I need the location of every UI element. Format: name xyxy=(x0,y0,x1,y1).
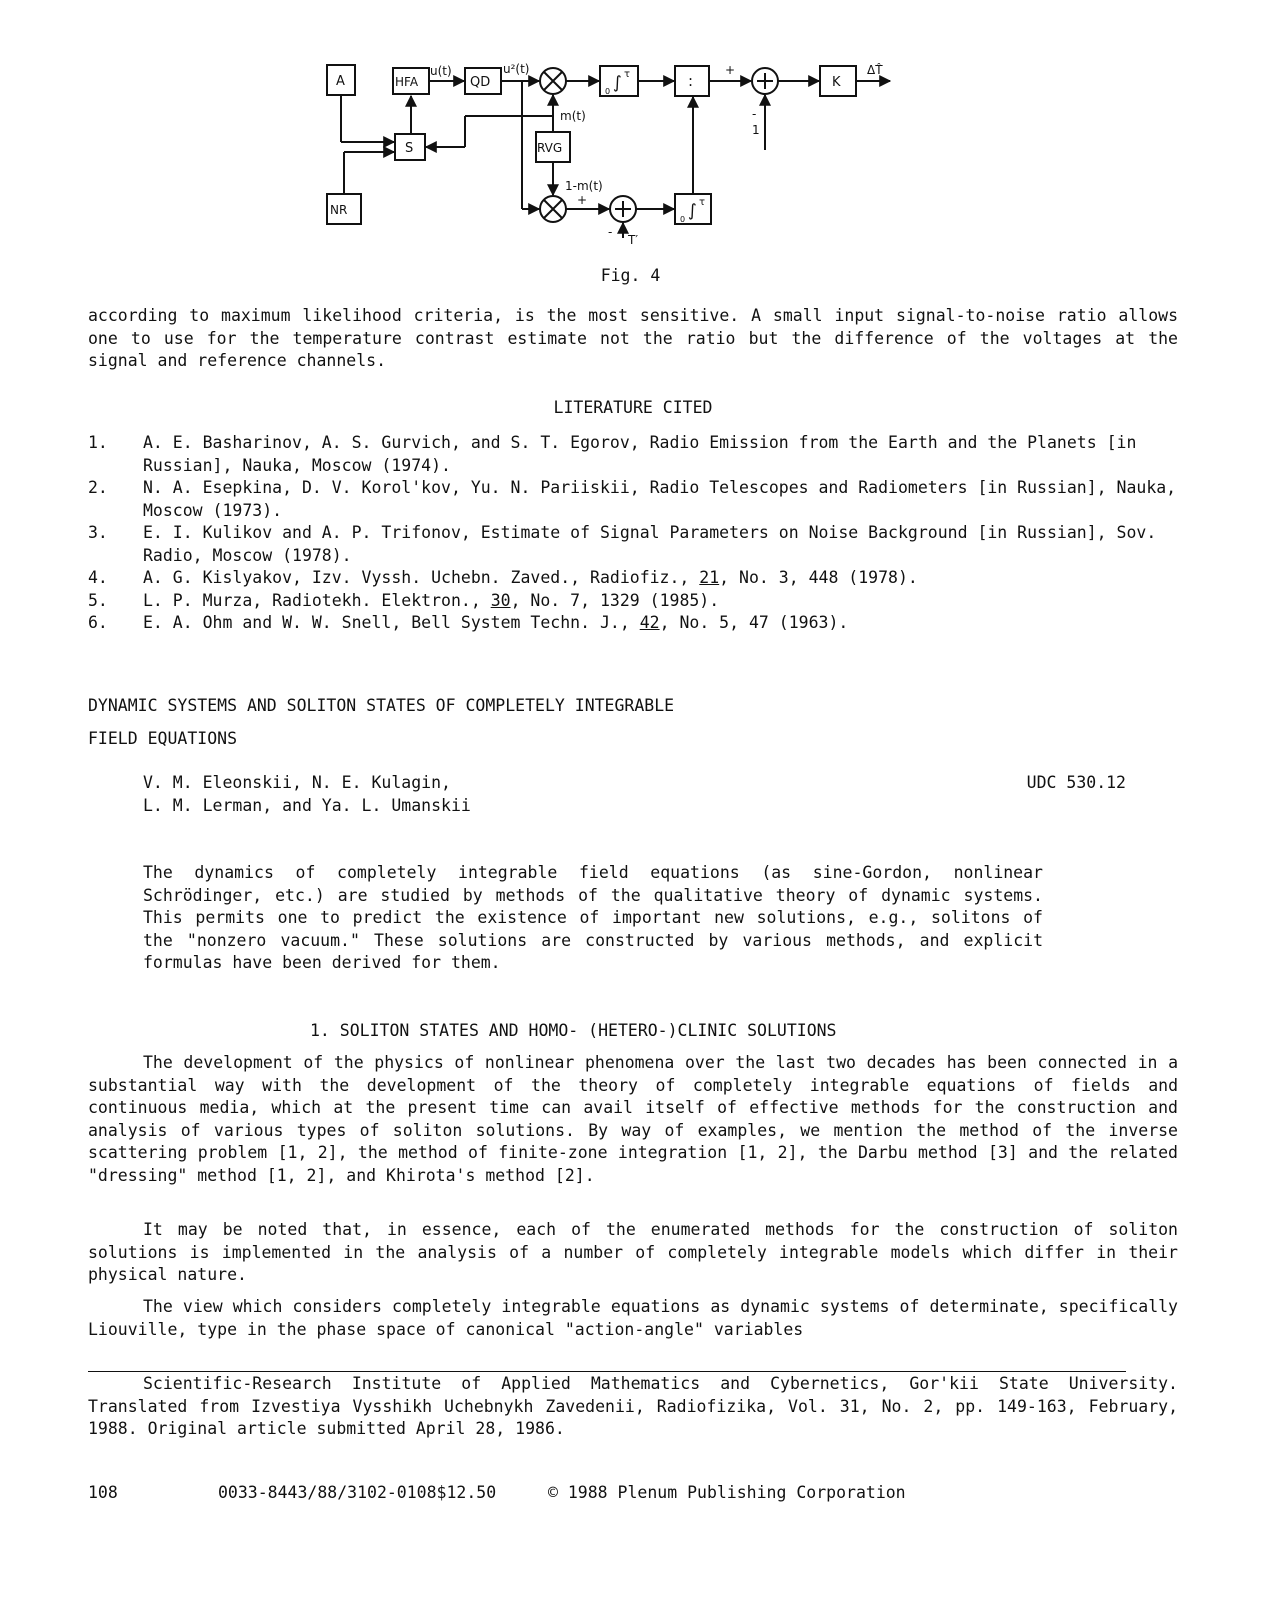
reference-text-end: , No. 3, 448 (1978). xyxy=(719,568,918,587)
article-title-line-1: DYNAMIC SYSTEMS AND SOLITON STATES OF COMPLETELY INTEGRABLE xyxy=(88,696,675,715)
abstract: The dynamics of completely integrable field equations (as sine-Gordon, nonlinear Schrödinger, etc.) are studied by methods of the qualitative theory of dynamic systems. This permits one to predict the existence of important new solutions, e.g., solitons of the "nonzero vacuum." These solutions are constructed by various methods, and explicit formulas have been derived for them. xyxy=(143,863,1043,972)
reference-text xyxy=(143,612,1178,635)
authors-line-2: L. M. Lerman, and Ya. L. Umanskii xyxy=(143,796,471,815)
integral-symbol-1: ∫ xyxy=(613,73,622,93)
body-paragraph-1: The development of the physics of nonlinear phenomena over the last two decades has been connected in a substantial way with the development of the theory of completely integrable equations of fields and continuous media, which at the present time can avail itself of effective methods for the construction and analysis of various types of soliton solutions. By way of examples, we mention the method of the inverse scattering problem [1, 2], the method of finite-zone integration [1, 2], the Darbu method [3] and the related "dressing" method [1, 2], and Khirota's method [2]. xyxy=(88,1053,1178,1185)
reference-text xyxy=(143,590,1178,613)
reference-text xyxy=(143,567,1178,590)
intro-paragraph: according to maximum likelihood criteria, is the most sensitive. A small input signal-to-noise ratio allows one to use for the temperature contrast estimate not the ratio but the difference of the voltages at the signal and reference channels. xyxy=(88,306,1178,370)
label-a: A xyxy=(336,74,345,89)
label-minus-bottom: - xyxy=(608,225,613,239)
reference-number: 4. xyxy=(88,568,108,587)
reference-text-end: , No. 5, 47 (1963). xyxy=(659,613,849,632)
udc-code: UDC 530.12 xyxy=(1026,773,1126,792)
label-rvg: RVG xyxy=(537,141,563,155)
label-hfa: HFA xyxy=(395,75,419,89)
label-qd: QD xyxy=(470,75,491,90)
article-title-line-2: FIELD EQUATIONS xyxy=(88,729,238,748)
label-s: S xyxy=(405,141,414,156)
label-tprime: T′ xyxy=(628,233,639,247)
integral-lower-2: 0 xyxy=(680,215,686,224)
reference-volume: 42 xyxy=(639,613,660,632)
footnote: Scientific-Research Institute of Applied Mathematics and Cybernetics, Gor'kii State University. Translated from Izvestiya Vysshikh Uchebnykh Zavedenii, Radiofizika, Vol. 31, No. 2, pp. 149-163, February, 1988. Original article submitted April 28, 1986. xyxy=(88,1374,1178,1438)
reference-volume: 30 xyxy=(490,590,511,610)
label-nr: NR xyxy=(330,203,348,217)
integral-lower-1: 0 xyxy=(605,87,611,96)
copyright: © 1988 Plenum Publishing Corporation xyxy=(548,1483,906,1502)
reference-text: A. E. Basharinov, A. S. Gurvich, and S. T. Egorov, Radio Emission from the Earth and the Planets [in Russian], Nauka, Moscow (1974). xyxy=(143,433,1137,475)
reference-text-start: A. G. Kislyakov, Izv. Vyssh. Uchebn. Zaved., Radiofiz., xyxy=(143,568,700,587)
reference-item xyxy=(88,477,1178,522)
body-paragraph-2: It may be noted that, in essence, each of the enumerated methods for the construction of soliton solutions is implemented in the analysis of a number of completely integrable models which differ in their physical nature. xyxy=(88,1220,1178,1284)
label-u2t: u²(t) xyxy=(503,62,530,76)
reference-item xyxy=(88,590,1178,613)
integral-upper-2: τ xyxy=(699,197,706,208)
label-k: K xyxy=(832,75,841,90)
reference-number: 6. xyxy=(88,613,108,632)
reference-item xyxy=(88,432,1178,477)
label-plus-bottom: + xyxy=(577,193,588,207)
page-footer xyxy=(88,1482,1088,1506)
body-paragraph-3: The view which considers completely integrable equations as dynamic systems of determinate, specifically Liouville, type in the phase space of canonical "action-angle" variables xyxy=(88,1297,1178,1339)
reference-text: E. I. Kulikov and A. P. Trifonov, Estimate of Signal Parameters on Noise Background [in Russian], Sov. Radio, Moscow (1978). xyxy=(143,523,1157,565)
reference-list xyxy=(88,432,1178,635)
reference-text: N. A. Esepkina, D. V. Korol'kov, Yu. N. Pariiskii, Radio Telescopes and Radiometers [in Russian], Nauka, Moscow (1973). xyxy=(143,478,1177,520)
literature-heading: LITERATURE CITED xyxy=(553,398,713,417)
label-ut: u(t) xyxy=(430,64,452,78)
reference-text-start: E. A. Ohm and W. W. Snell, Bell System Techn. J., xyxy=(143,613,640,632)
reference-item xyxy=(88,522,1178,567)
label-divide: : xyxy=(688,72,694,90)
reference-text-start: L. P. Murza, Radiotekh. Elektron., xyxy=(143,590,491,610)
integral-symbol-2: ∫ xyxy=(688,201,697,221)
label-delta-t: ΔT̂ xyxy=(867,63,883,77)
section-heading: 1. SOLITON STATES AND HOMO- (HETERO-)CLINIC SOLUTIONS xyxy=(310,1021,837,1040)
label-one-top: 1 xyxy=(752,123,760,137)
reference-item xyxy=(88,612,1178,635)
authors-line-1: V. M. Eleonskii, N. E. Kulagin, xyxy=(143,773,451,792)
reference-number: 2. xyxy=(88,478,108,497)
figure-caption: Fig. 4 xyxy=(600,266,661,285)
reference-number: 5. xyxy=(88,590,108,610)
label-plus-top: + xyxy=(725,63,736,77)
integral-upper-1: τ xyxy=(624,69,631,80)
reference-number: 1. xyxy=(88,433,108,452)
reference-volume: 21 xyxy=(699,568,720,587)
page-number: 108 xyxy=(88,1483,118,1502)
reference-text-end: , No. 7, 1329 (1985). xyxy=(510,590,720,610)
article-code: 0033-8443/88/3102-0108$12.50 xyxy=(218,1483,497,1502)
reference-item xyxy=(88,567,1178,590)
label-one-minus-mt: 1-m(t) xyxy=(565,179,603,193)
footnote-rule xyxy=(88,1371,1126,1372)
label-mt: m(t) xyxy=(560,109,586,123)
reference-number: 3. xyxy=(88,523,108,542)
label-minus-top: - xyxy=(752,107,757,121)
block-diagram xyxy=(315,50,935,260)
